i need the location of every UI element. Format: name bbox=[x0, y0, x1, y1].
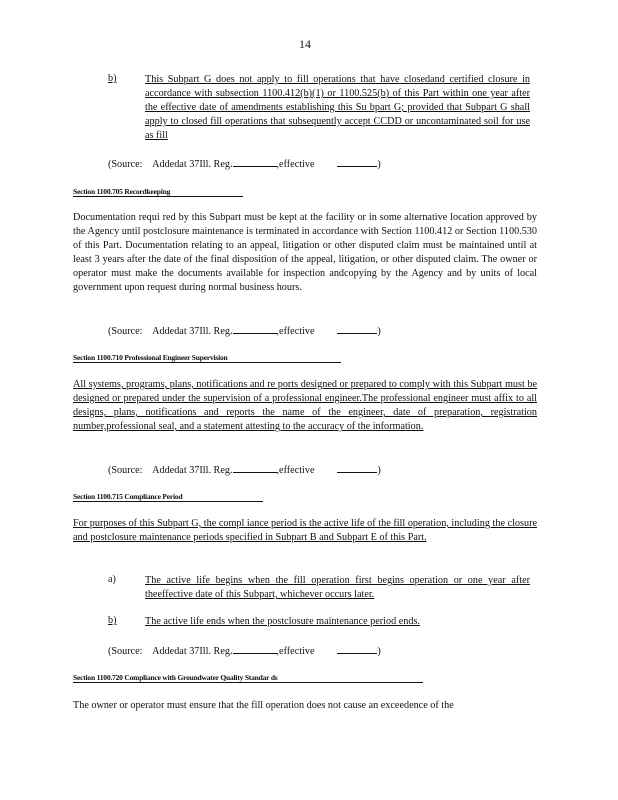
source-close: ) bbox=[377, 646, 381, 657]
source-prefix: (Source: bbox=[108, 159, 143, 170]
section-705-text: Documentation requi red by this Subpart must be kept at the facility or in some alternative location approved by the Agency until postclosure maintenance is terminated in accordance with Section 1100.412 or Section 1100.530 of this Part. Documentation relating to an appeal, litigation or other disputed claim must be maintained until at least 3 years after the date of the final disposition of the appeal, litigation, or other disputed claim. The owner or operator must make the documents available for inspection andcopying by the Agency and by units of local government upon request during normal business hours. bbox=[73, 212, 537, 293]
blank-line bbox=[233, 643, 277, 654]
source-note bbox=[108, 462, 381, 476]
section-720-body bbox=[73, 699, 537, 713]
blank-line bbox=[337, 323, 377, 334]
item-b-label: b) bbox=[108, 73, 117, 84]
source-close: ) bbox=[377, 159, 381, 170]
section-heading-text: Section 1100.715 Compliance Period bbox=[73, 492, 263, 502]
section-heading-text: Section 1100.705 Recordkeeping bbox=[73, 187, 243, 197]
section-720-heading bbox=[73, 673, 423, 683]
blank-line bbox=[233, 323, 277, 334]
item-b-underlined-text: This Subpart G does not apply to fill operations that have closedand certified closure in accordance with subsection 1100.412(b)(1) or 1100.525(b) of this Part within one year after the effective date of amendments establishing this Su bpart G; provided that Subpart G shall apply to closed fill operations that subsequently accept CCDD or uncontaminated soil for use as fill bbox=[145, 74, 530, 141]
section-710-text: All systems, programs, plans, notifications and re ports designed or prepared to comply with this Subpart must be designed or prepared under the supervision of a professional engineer.The professional engineer must affix to all designs, plans, notifications and reports the name of the engineer, date of preparation, registration number,professional seal, and a statement attesting to the accuracy of the information. bbox=[73, 379, 537, 432]
item-b2-underlined-text: The active life ends when the postclosure maintenance period ends. bbox=[145, 616, 420, 627]
source-note bbox=[108, 156, 381, 170]
blank-line bbox=[337, 156, 377, 167]
source-added: Addedat 37Ill. Reg. bbox=[152, 159, 233, 170]
section-710-body bbox=[73, 378, 537, 434]
source-note bbox=[108, 643, 381, 657]
item-a-label: a) bbox=[108, 574, 116, 585]
source-added: Addedat 37Ill. Reg. bbox=[152, 326, 233, 337]
source-close: ) bbox=[377, 465, 381, 476]
blank-line bbox=[233, 156, 277, 167]
source-prefix: (Source: bbox=[108, 326, 143, 337]
section-heading-text: Section 1100.710 Professional Engineer Supervision bbox=[73, 353, 341, 363]
item-b2-text bbox=[145, 615, 530, 629]
source-added: Addedat 37Ill. Reg. bbox=[152, 646, 233, 657]
section-715-text: For purposes of this Subpart G, the compl iance period is the active life of the fill operation, including the closure and postclosure maintenance periods specified in Subpart B and Subpart E of this Part. bbox=[73, 518, 537, 543]
source-effective: ,effective bbox=[276, 326, 315, 337]
source-prefix: (Source: bbox=[108, 465, 143, 476]
source-prefix: (Source: bbox=[108, 646, 143, 657]
section-705-body bbox=[73, 211, 537, 295]
blank-line bbox=[337, 462, 377, 473]
item-b-text bbox=[145, 73, 530, 143]
section-715-heading bbox=[73, 492, 263, 502]
source-effective: ,effective bbox=[276, 159, 315, 170]
item-b2-label: b) bbox=[108, 615, 117, 626]
source-effective: ,effective bbox=[276, 465, 315, 476]
page-number: 14 bbox=[299, 37, 311, 51]
source-added: Addedat 37Ill. Reg. bbox=[152, 465, 233, 476]
section-710-heading bbox=[73, 353, 341, 363]
item-a-text bbox=[145, 574, 530, 602]
item-a-underlined-text: The active life begins when the fill operation first begins operation or one year after theeffective date of this Subpart, whichever occurs later. bbox=[145, 575, 530, 600]
section-heading-text: Section 1100.720 Compliance with Groundwater Quality Standar ds bbox=[73, 673, 423, 683]
blank-line bbox=[337, 643, 377, 654]
section-720-text: The owner or operator must ensure that the fill operation does not cause an exceedence of the bbox=[73, 700, 454, 711]
source-close: ) bbox=[377, 326, 381, 337]
source-effective: ,effective bbox=[276, 646, 315, 657]
source-note bbox=[108, 323, 381, 337]
blank-line bbox=[233, 462, 277, 473]
section-705-heading bbox=[73, 187, 243, 197]
section-715-body bbox=[73, 517, 537, 545]
